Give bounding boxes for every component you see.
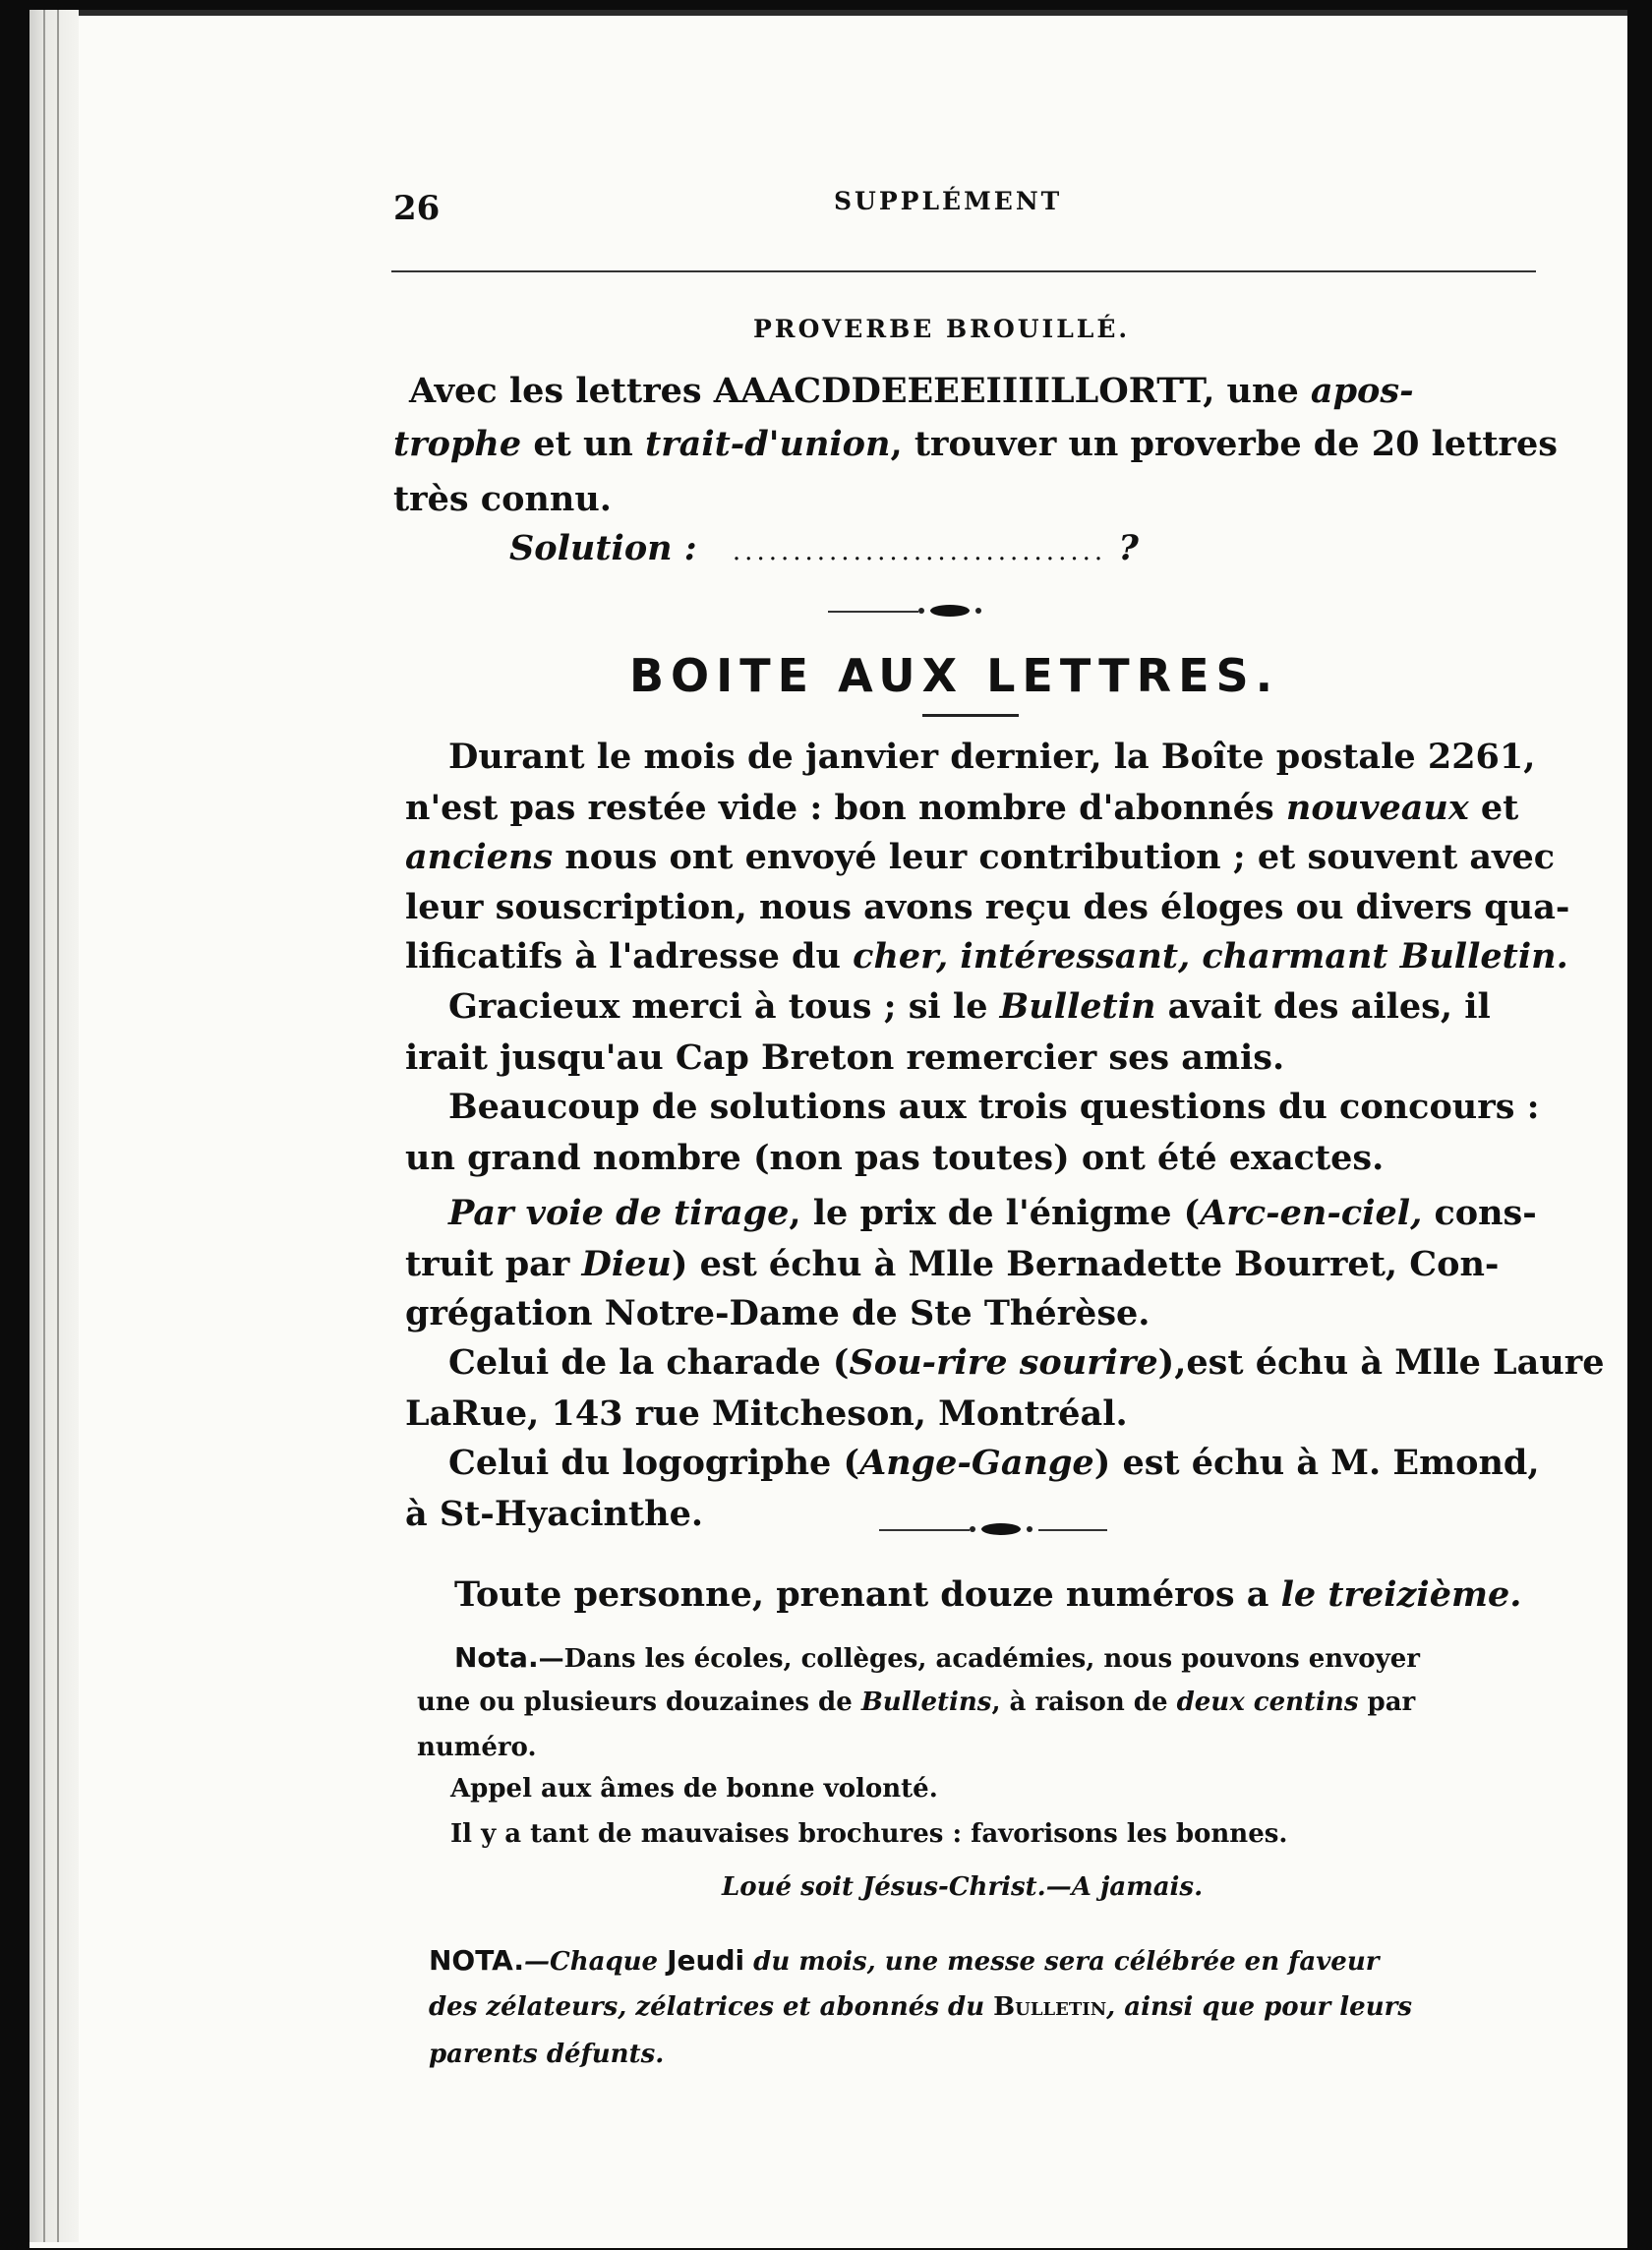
text-run: Celui du logogriphe (	[448, 1443, 860, 1483]
text-run: n'est pas restée vide : bon nombre d'abonnés	[405, 788, 1286, 828]
text-run: par	[1358, 1688, 1416, 1717]
section-heading-proverbe: PROVERBE BROUILLÉ.	[753, 315, 1131, 343]
text-run-italic: Par voie de tirage	[448, 1193, 790, 1233]
text-run-italic: du mois, une messe sera célébrée en faveur	[744, 1947, 1380, 1977]
solution-mark: ?	[1118, 528, 1139, 568]
text-run-italic: —Chaque	[524, 1947, 668, 1977]
text-run: ),est échu à Mlle Laure	[1157, 1342, 1605, 1383]
ornament-diamond	[981, 1523, 1021, 1535]
boite-p2-line-2: irait jusqu'au Cap Breton remercier ses amis.	[405, 1037, 1285, 1078]
text-run-italic: Dieu	[581, 1244, 672, 1284]
text-run: Toute personne, prenant douze numéros a	[454, 1574, 1281, 1615]
text-run: nous ont envoyé leur contribution ; et souvent avec	[553, 837, 1556, 877]
nota-line-3: numéro.	[417, 1733, 537, 1762]
brochures-line: Il y a tant de mauvaises brochures : favorisons les bonnes.	[450, 1819, 1288, 1849]
text-run: lificatifs à l'adresse du	[405, 936, 854, 977]
text-run-italic: Bulletin	[999, 986, 1156, 1027]
solution-dots: ...............................	[732, 537, 1107, 566]
text-run-italic: trait-d'union	[645, 424, 891, 464]
text-run-italic: , ainsi que pour leurs	[1106, 1992, 1412, 2022]
ornament-line	[1038, 1529, 1107, 1531]
header-rule	[391, 270, 1536, 272]
nota-line-1	[454, 1641, 1420, 1674]
divider-ornament	[879, 1520, 1115, 1540]
solution-line	[509, 528, 1139, 568]
solution-label: Solution :	[509, 528, 697, 568]
text-run-italic: Arc-en-ciel,	[1200, 1193, 1423, 1233]
ornament-dot	[975, 608, 981, 614]
boite-p6-line-1	[448, 1443, 1540, 1483]
boite-p2-line-1	[448, 986, 1491, 1027]
section-heading-boite: BOITE AUX LETTRES.	[629, 649, 1280, 702]
text-run-italic: nouveaux	[1285, 788, 1469, 828]
boite-p6-line-2: à St-Hyacinthe.	[405, 1494, 704, 1534]
text-run-italic: Bulletins	[860, 1688, 992, 1717]
text-run-italic: Sou-rire sourire	[849, 1342, 1158, 1383]
text-run: —Dans les écoles, collèges, académies, nous pouvons envoyer	[538, 1644, 1420, 1674]
heading-underline	[922, 714, 1019, 717]
divider-ornament	[828, 602, 1025, 622]
nota2-line-1	[429, 1944, 1380, 1977]
text-run-italic: des zélateurs, zélatrices et abonnés du	[429, 1992, 994, 2022]
text-run: ) est échu à M. Emond,	[1093, 1443, 1540, 1483]
ornament-dot	[918, 608, 924, 614]
gutter-line	[43, 10, 45, 2242]
text-run: truit par	[405, 1244, 582, 1284]
loue-line	[722, 1874, 1203, 1900]
text-run-italic: Loué soit Jésus-Christ.—A jamais.	[722, 1872, 1204, 1902]
text-run-bold: Jeudi	[667, 1944, 745, 1977]
text-run: , le prix de l'énigme (	[789, 1193, 1201, 1233]
appel-line: Appel aux âmes de bonne volonté.	[450, 1774, 938, 1804]
text-run: une ou plusieurs douzaines de	[417, 1688, 861, 1717]
boite-p1-line-4: leur souscription, nous avons reçu des éloges ou divers qua-	[405, 887, 1570, 927]
boite-p5-line-2: LaRue, 143 rue Mitcheson, Montréal.	[405, 1393, 1128, 1434]
ornament-line	[828, 611, 918, 613]
boite-p3-line-2: un grand nombre (non pas toutes) ont été exactes.	[405, 1138, 1385, 1178]
nota2-line-3	[429, 2042, 664, 2067]
text-run-italic: deux centins	[1176, 1688, 1359, 1717]
proverbe-line-3: très connu.	[393, 479, 612, 519]
text-run-italic: Ange-Gange	[859, 1443, 1094, 1483]
boite-p4-line-1	[448, 1193, 1537, 1233]
boite-p1-line-2	[405, 788, 1519, 828]
boite-p3-line-1: Beaucoup de solutions aux trois questions du concours :	[448, 1087, 1540, 1127]
text-run: cons-	[1422, 1193, 1537, 1233]
boite-p1-line-3	[405, 837, 1556, 877]
proverbe-line-2	[393, 424, 1558, 464]
page-number: 26	[393, 189, 441, 228]
gutter-line	[57, 10, 59, 2242]
text-run: avait des ailes, il	[1155, 986, 1491, 1027]
text-run: ) est échu à Mlle Bernadette Bourret, Con-	[671, 1244, 1500, 1284]
book-page	[30, 10, 1627, 2248]
nota-label: Nota.	[454, 1641, 539, 1674]
text-run: Gracieux merci à tous ; si le	[448, 986, 1000, 1027]
nota-label: NOTA.	[429, 1944, 524, 1977]
treizieme-line	[454, 1574, 1522, 1615]
text-run: et	[1468, 788, 1519, 828]
nota2-line-2	[429, 1994, 1412, 2020]
text-run: et un	[521, 424, 646, 464]
ornament-line	[879, 1529, 970, 1531]
text-run: , à raison de	[991, 1688, 1177, 1717]
text-run-italic: apos-	[1310, 371, 1414, 411]
page-gutter	[30, 10, 79, 2242]
text-run-italic: parents défunts.	[429, 2040, 665, 2069]
text-run: , trouver un proverbe de 20 lettres	[890, 424, 1558, 464]
text-run-italic: anciens	[405, 837, 554, 877]
boite-p4-line-3: grégation Notre-Dame de Ste Thérèse.	[405, 1293, 1150, 1333]
text-run-italic: le treizième.	[1280, 1574, 1522, 1615]
running-title: SUPPLÉMENT	[834, 187, 1063, 215]
text-run-smallcaps: Bulletin	[993, 1992, 1107, 2022]
nota-line-2	[417, 1689, 1415, 1715]
text-run-italic: trophe	[393, 424, 522, 464]
ornament-dot	[1027, 1526, 1032, 1532]
boite-p1-line-1: Durant le mois de janvier dernier, la Boîte postale 2261,	[448, 737, 1536, 777]
ornament-diamond	[930, 605, 970, 617]
boite-p1-line-5	[405, 936, 1568, 977]
boite-p5-line-1	[448, 1342, 1605, 1383]
proverbe-line-1	[409, 371, 1414, 411]
boite-p4-line-2	[405, 1244, 1500, 1284]
text-run: Avec les lettres AAACDDEEEEIIIILLORTT, une	[409, 371, 1311, 411]
ornament-dot	[970, 1526, 975, 1532]
text-run: Celui de la charade (	[448, 1342, 850, 1383]
text-run-italic: cher, intéressant, charmant Bulletin.	[853, 936, 1568, 977]
